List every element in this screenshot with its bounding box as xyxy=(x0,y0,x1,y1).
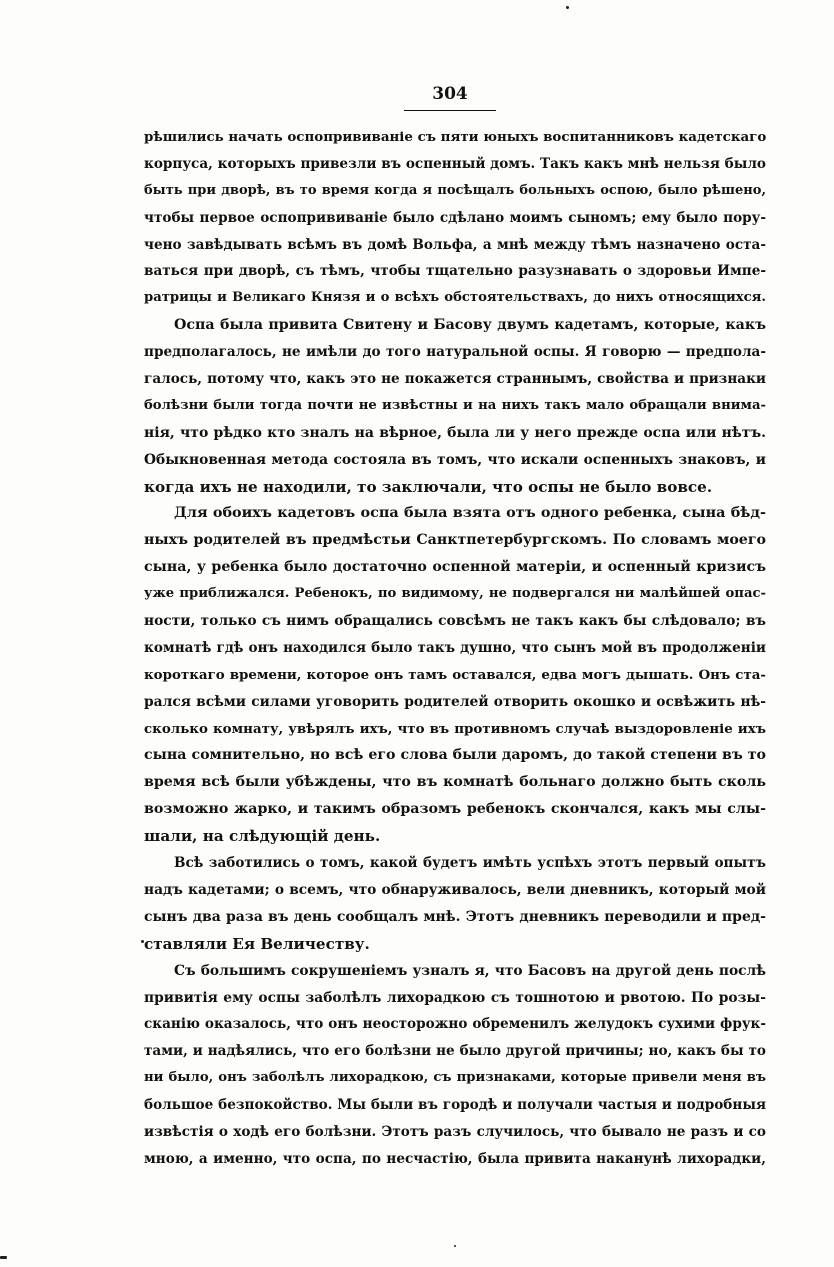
text-line: комнатѣ гдѣ онъ находился было такъ душно, что сынъ мой въ продолженіи xyxy=(144,639,766,656)
text-line: рѣшились начать оспопрививаніе съ пяти юныхъ воспитанниковъ кадетскаго xyxy=(144,129,766,145)
ink-speck xyxy=(454,1245,456,1247)
text-line: Всѣ заботились о томъ, какой будетъ имѣть успѣхъ этотъ первый опытъ xyxy=(174,855,766,872)
text-line: Съ большимъ сокрушеніемъ узналъ я, что Басовъ на другой день послѣ xyxy=(174,962,766,979)
text-line: корпуса, которыхъ привезли въ оспенный домъ. Такъ какъ мнѣ нельзя было xyxy=(144,155,766,172)
text-line: уже приближался. Ребенокъ, по видимому, не подвергался ни малѣйшей опас- xyxy=(144,586,766,602)
text-line: большое безпокойство. Мы были въ городѣ и получали частыя и подробныя xyxy=(144,1097,766,1114)
paragraph xyxy=(144,124,766,312)
paragraph xyxy=(144,850,766,958)
text-line: Для обоихъ кадетовъ оспа была взята отъ одного ребенка, сына бѣд- xyxy=(174,504,766,522)
text-line: сына, у ребенка было достаточно оспенной матеріи, и оспенный кризисъ xyxy=(144,559,766,576)
text-line: чтобы первое оспопрививаніе было сдѣлано моимъ сыномъ; ему было пору- xyxy=(144,209,766,226)
paragraph xyxy=(144,312,766,500)
text-line: сколько комнату, увѣрялъ ихъ, что въ противномъ случаѣ выздоровленіе ихъ xyxy=(144,720,766,737)
text-line: ности, только съ нимъ обращались совсѣмъ не такъ какъ бы слѣдовало; въ xyxy=(144,613,766,630)
text-line: галось, потому что, какъ это не покажется страннымъ, свойства и признаки xyxy=(144,371,766,388)
text-line: мною, а именно, что оспа, по несчастію, была привита наканунѣ лихорадки, xyxy=(144,1150,766,1167)
text-line: предполагалось, не имѣли до того натуральной оспы. Я говорю — предпола- xyxy=(144,344,766,361)
text-line: Оспа была привита Свитену и Басову двумъ кадетамъ, которые, какъ xyxy=(174,317,766,334)
text-line: извѣстія о ходѣ его болѣзни. Этотъ разъ случилось, что бывало не разъ и со xyxy=(144,1123,766,1140)
text-line: шали, на слѣдующій день. xyxy=(144,827,381,846)
text-line: Обыкновенная метода состояла въ томъ, что искали оспенныхъ знаковъ, и xyxy=(144,451,766,468)
text-line: тами, и надѣялись, что его болѣзни не было другой причины; но, какъ бы то xyxy=(144,1043,766,1060)
text-line: сынъ два раза въ день сообщалъ мнѣ. Этотъ дневникъ переводили и пред- xyxy=(144,908,766,925)
text-line: чено завѣдывать всѣмъ въ домѣ Вольфа, а мнѣ между тѣмъ назначено оста- xyxy=(144,236,766,253)
text-line: ныхъ родителей въ предмѣстьи Санктпетербургскомъ. По словамъ моего xyxy=(144,532,766,549)
text-line: рался всѣми силами уговорить родителей отворить окошко и освѣжить нѣ- xyxy=(144,693,766,710)
text-line: быть при дворѣ, въ то время когда я посѣщалъ больныхъ оспою, было рѣшено, xyxy=(144,182,766,198)
page-edge-mark xyxy=(0,1256,7,1259)
text-line: возможно жарко, и такимъ образомъ ребенокъ скончался, какъ мы слы- xyxy=(144,801,766,818)
text-line: ваться при дворѣ, съ тѣмъ, чтобы тщательно разузнавать о здоровьи Импе- xyxy=(144,263,766,280)
text-line: нія, что рѣдко кто зналъ на вѣрное, была ли у него прежде оспа или нѣтъ. xyxy=(144,424,766,441)
paragraph xyxy=(144,958,766,1173)
paragraph xyxy=(144,500,766,850)
text-line: сына сомнительно, но всѣ его слова были даромъ, до такой степени въ то xyxy=(144,747,766,764)
ink-speck xyxy=(566,6,569,9)
text-line: ставляли Ея Величеству. xyxy=(144,934,370,953)
text-line: привитія ему оспы заболѣлъ лихорадкою съ тошнотою и рвотою. По розы- xyxy=(144,989,766,1006)
text-line: ни было, онъ заболѣлъ лихорадкою, съ признаками, которые привели меня въ xyxy=(144,1070,766,1086)
text-line: сканію оказалось, что онъ неосторожно обременилъ желудокъ сухими фрук- xyxy=(144,1016,766,1033)
text-line: болѣзни были тогда почти не извѣстны и на нихъ такъ мало обращали внима- xyxy=(144,397,766,413)
text-line: короткаго времени, которое онъ тамъ оставался, едва могъ дышать. Онъ ста- xyxy=(144,666,766,683)
page-number: 304 xyxy=(404,84,496,111)
text-line: надъ кадетами; о всемъ, что обнаруживалось, вели дневникъ, который мой xyxy=(144,881,766,898)
body-text xyxy=(144,124,766,1173)
text-line: когда ихъ не находили, то заключали, что оспы не было вовсе. xyxy=(144,477,713,496)
text-line: время всѣ были убѣждены, что въ комнатѣ больнаго должно быть сколь xyxy=(144,774,766,791)
text-line: ратрицы и Великаго Князя и о всѣхъ обстоятельствахъ, до нихъ относящихся. xyxy=(144,290,766,306)
